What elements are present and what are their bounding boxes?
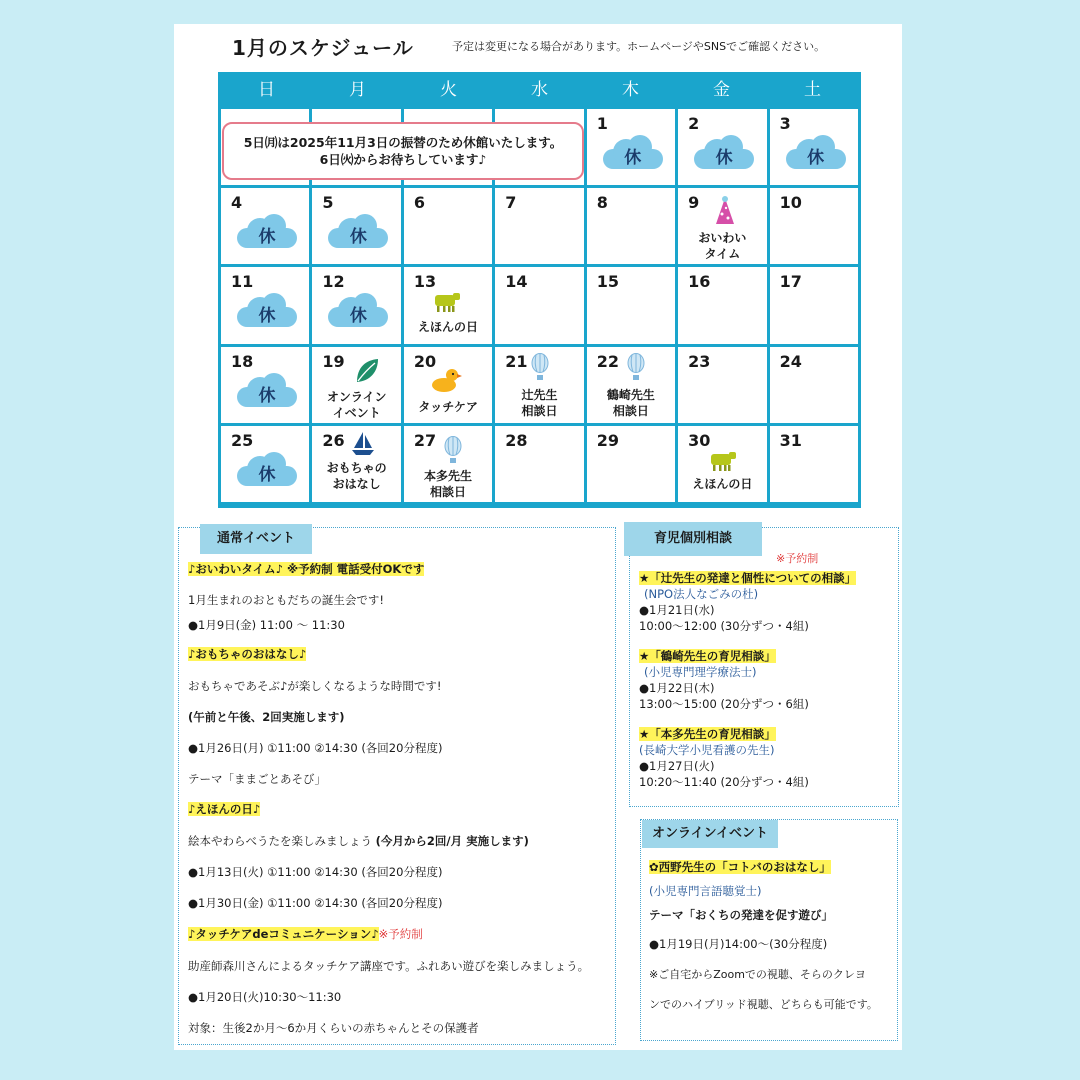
day-number: 17 <box>779 272 802 292</box>
consult-item-org: (NPO法人なごみの杜) <box>644 587 759 601</box>
oiwai-title: ♪おいわいタイム♪ <box>188 562 283 576</box>
day-number: 31 <box>779 430 802 450</box>
event-label <box>587 387 675 419</box>
event-line: 辻先生 <box>521 387 558 402</box>
day-number: 29 <box>596 430 619 450</box>
sheep-icon <box>708 450 738 472</box>
balloon-icon <box>627 353 645 381</box>
duck-icon <box>430 367 462 393</box>
closed-label: 休 <box>258 385 276 406</box>
ehon-title: ♪えほんの日♪ <box>188 802 261 816</box>
day-number: 21 <box>505 351 528 371</box>
cloud-icon <box>237 452 297 486</box>
day-cell-16 <box>678 267 766 343</box>
day-cell-9 <box>678 188 766 264</box>
closed-label: 休 <box>624 148 642 168</box>
day-cell-30 <box>678 426 766 502</box>
weekday-thu: 木 <box>622 80 639 100</box>
day-number: 22 <box>596 351 619 371</box>
cloud-icon <box>237 373 297 407</box>
day-number: 30 <box>688 430 711 450</box>
day-cell-26 <box>312 426 400 502</box>
day-number: 3 <box>779 114 791 133</box>
consult-tab: 育児個別相談 <box>624 522 762 556</box>
balloon-icon <box>531 353 549 381</box>
weekday-mon: 月 <box>349 80 366 100</box>
day-cell-3 <box>770 109 858 185</box>
closed-label: 休 <box>258 227 276 248</box>
day-number: 28 <box>505 430 528 450</box>
weekday-sat: 土 <box>804 80 821 100</box>
online-org: (小児専門言語聴覚士) <box>649 884 762 898</box>
consult-item-time: 10:20～11:40 (20分ずつ・4組) <box>639 775 809 789</box>
online-note-1: ※ご自宅からZoomでの視聴、そらのクレヨ <box>649 968 866 981</box>
cloud-icon <box>328 214 388 248</box>
oiwai-note: ※予約制 電話受付OKです <box>282 562 425 576</box>
day-number: 15 <box>596 272 619 292</box>
cloud-icon <box>237 293 297 327</box>
day-cell-31 <box>770 426 858 502</box>
day-number: 19 <box>322 351 345 371</box>
event-line: 相談日 <box>430 484 467 499</box>
consult-item-time: 10:00～12:00 (30分ずつ・4組) <box>639 619 809 633</box>
day-cell-17 <box>770 267 858 343</box>
touch-target: 対象：生後2か月～6か月くらいの赤ちゃんとその保護者 <box>188 1021 479 1035</box>
party-hat-icon <box>714 196 736 226</box>
touch-desc: 助産師森川さんによるタッチケア講座です。ふれあい遊びを楽しみましょう。 <box>188 959 590 973</box>
oiwai-desc: 1月生まれのおともだちの誕生会です! <box>188 593 384 607</box>
ehon-date-1: ●1月13日(火) ①11:00 ②14:30 (各回20分程度) <box>188 865 443 879</box>
day-cell-6 <box>404 188 492 264</box>
day-number: 11 <box>231 272 254 292</box>
consult-title-text: ★「本多先生の育児相談」 <box>639 727 776 741</box>
day-cell-14 <box>495 267 583 343</box>
balloon-icon <box>444 436 462 464</box>
day-number: 24 <box>779 351 802 371</box>
day-number: 6 <box>413 193 425 213</box>
sheep-icon <box>432 291 462 313</box>
online-date: ●1月19日(月)14:00～(30分程度) <box>649 937 828 951</box>
event-line: イベント <box>332 405 381 420</box>
event-label: えほんの日 <box>418 320 479 335</box>
closed-label: 休 <box>258 306 276 327</box>
event-line: 鶴崎先生 <box>606 387 655 402</box>
ehon-desc-line <box>188 833 529 849</box>
consult-item-date: ●1月22日(木) <box>639 681 715 695</box>
day-cell-21 <box>495 347 583 423</box>
cloud-icon <box>237 214 297 248</box>
omocha-desc: おもちゃであそぶ♪が楽しくなるような時間です! <box>188 679 442 693</box>
day-cell-18 <box>221 347 309 423</box>
event-label <box>312 460 400 492</box>
day-number: 4 <box>231 193 243 213</box>
day-cell-22 <box>587 347 675 423</box>
omocha-note: (午前と午後、2回実施します) <box>188 710 345 724</box>
omocha-heading <box>188 646 306 662</box>
leaf-icon <box>354 357 380 385</box>
day-number: 16 <box>688 272 711 292</box>
consult-note: ※予約制 <box>776 552 819 565</box>
day-cell-28 <box>495 426 583 502</box>
day-number: 26 <box>322 430 345 450</box>
consult-item-date: ●1月27日(火) <box>639 759 715 773</box>
consult-title-text: ★「鶴崎先生の育児相談」 <box>639 649 776 663</box>
event-label <box>312 389 400 421</box>
consult-item-time: 13:00～15:00 (20分ずつ・6組) <box>639 697 809 711</box>
consult-title-text: ★「辻先生の発達と個性についての相談」 <box>639 571 857 585</box>
day-cell-15 <box>587 267 675 343</box>
day-number: 10 <box>779 193 802 213</box>
event-line: 相談日 <box>521 403 558 418</box>
day-cell-25 <box>221 426 309 502</box>
event-label <box>404 468 492 500</box>
change-notice: 予定は変更になる場合があります。ホームページやSNSでご確認ください。 <box>452 40 826 53</box>
event-line: オンライン <box>326 389 387 404</box>
consult-item-org: (長崎大学小児看護の先生) <box>639 743 775 757</box>
holiday-notice <box>222 122 584 180</box>
day-cell-20 <box>404 347 492 423</box>
weekday-tue: 火 <box>440 80 457 100</box>
day-cell-12 <box>312 267 400 343</box>
event-line: おはなし <box>332 476 381 491</box>
day-cell-19 <box>312 347 400 423</box>
omocha-date: ●1月26日(月) ①11:00 ②14:30 (各回20分程度) <box>188 741 443 755</box>
event-label: タッチケア <box>418 399 478 414</box>
touch-date: ●1月20日(火)10:30～11:30 <box>188 990 342 1004</box>
day-cell-23 <box>678 347 766 423</box>
day-cell-8 <box>587 188 675 264</box>
weekday-fri: 金 <box>713 80 730 100</box>
schedule-sheet <box>174 24 902 1050</box>
ehon-desc: 絵本やわらべうたを楽しみましょう <box>188 834 376 848</box>
ehon-date-2: ●1月30日(金) ①11:00 ②14:30 (各回20分程度) <box>188 896 443 910</box>
online-theme: テーマ「おくちの発達を促す遊び」 <box>649 908 833 922</box>
ehon-note: (今月から2回/月 実施します) <box>375 834 529 848</box>
consult-item-org: (小児専門理学療法士) <box>644 665 757 679</box>
day-number: 5 <box>322 193 334 213</box>
consult-item-title <box>639 648 776 664</box>
event-label <box>495 387 583 419</box>
day-number: 18 <box>231 351 254 371</box>
closed-label: 休 <box>349 227 367 248</box>
omocha-title: ♪おもちゃのおはなし♪ <box>188 647 307 661</box>
closed-label: 休 <box>349 306 367 327</box>
oiwai-date: ●1月9日(金) 11:00 ～ 11:30 <box>188 618 345 632</box>
ehon-heading <box>188 801 260 817</box>
online-title: ✿西野先生の「コトバのおはなし」 <box>649 860 831 874</box>
day-cell-2 <box>678 109 766 185</box>
consult-item-title <box>639 726 776 742</box>
day-number: 20 <box>413 351 437 371</box>
day-number: 12 <box>322 272 345 292</box>
event-line: おもちゃの <box>326 460 387 475</box>
event-label <box>678 230 766 262</box>
day-cell-13 <box>404 267 492 343</box>
day-cell-24 <box>770 347 858 423</box>
cloud-icon <box>603 135 663 169</box>
event-line: 本多先生 <box>424 468 473 483</box>
day-cell-10 <box>770 188 858 264</box>
omocha-theme: テーマ「ままごとあそび」 <box>188 772 326 786</box>
page-title: 1月のスケジュール <box>232 36 414 60</box>
day-number: 13 <box>413 272 437 292</box>
day-number: 2 <box>688 114 700 133</box>
regular-events-tab: 通常イベント <box>200 524 312 554</box>
touch-title: ♪タッチケアdeコミュニケーション♪ <box>188 927 379 941</box>
online-tab: オンラインイベント <box>642 820 778 848</box>
oiwai-heading <box>188 561 424 577</box>
online-heading <box>649 859 831 875</box>
holiday-notice-line: 6日㈫からお待ちしています♪ <box>319 152 487 167</box>
day-cell-27 <box>404 426 492 502</box>
touch-note: ※予約制 <box>378 927 423 941</box>
event-line: 相談日 <box>612 403 649 418</box>
day-number: 14 <box>505 272 528 292</box>
day-number: 25 <box>231 430 254 450</box>
event-label: えほんの日 <box>692 476 753 491</box>
day-number: 23 <box>688 351 711 371</box>
weekday-sun: 日 <box>258 80 275 100</box>
day-cell-4 <box>221 188 309 264</box>
day-cell-7 <box>495 188 583 264</box>
consult-item-title <box>639 570 856 586</box>
weekday-header <box>221 72 858 109</box>
cloud-icon <box>786 135 846 169</box>
closed-label: 休 <box>807 148 825 168</box>
day-cell-1 <box>587 109 675 185</box>
day-number: 8 <box>596 193 608 213</box>
day-number: 1 <box>596 114 608 133</box>
touch-heading <box>188 926 423 942</box>
day-cell-29 <box>587 426 675 502</box>
consult-item-date: ●1月21日(水) <box>639 603 715 617</box>
day-number: 9 <box>688 193 700 213</box>
day-number: 27 <box>413 430 437 450</box>
sailboat-icon <box>350 430 376 456</box>
day-cell-11 <box>221 267 309 343</box>
closed-label: 休 <box>258 464 276 485</box>
cloud-icon <box>694 135 754 169</box>
closed-label: 休 <box>715 148 733 168</box>
weekday-wed: 水 <box>531 80 548 100</box>
day-cell-5 <box>312 188 400 264</box>
holiday-notice-line: 5日㈪は2025年11月3日の振替のため休館いたします。 <box>243 135 563 150</box>
cloud-icon <box>328 293 388 327</box>
online-note-2: ンでのハイブリッド視聴、どちらも可能です。 <box>649 998 878 1011</box>
event-line: おいわい <box>698 231 747 246</box>
day-number: 7 <box>505 193 517 213</box>
event-line: タイム <box>704 247 741 262</box>
